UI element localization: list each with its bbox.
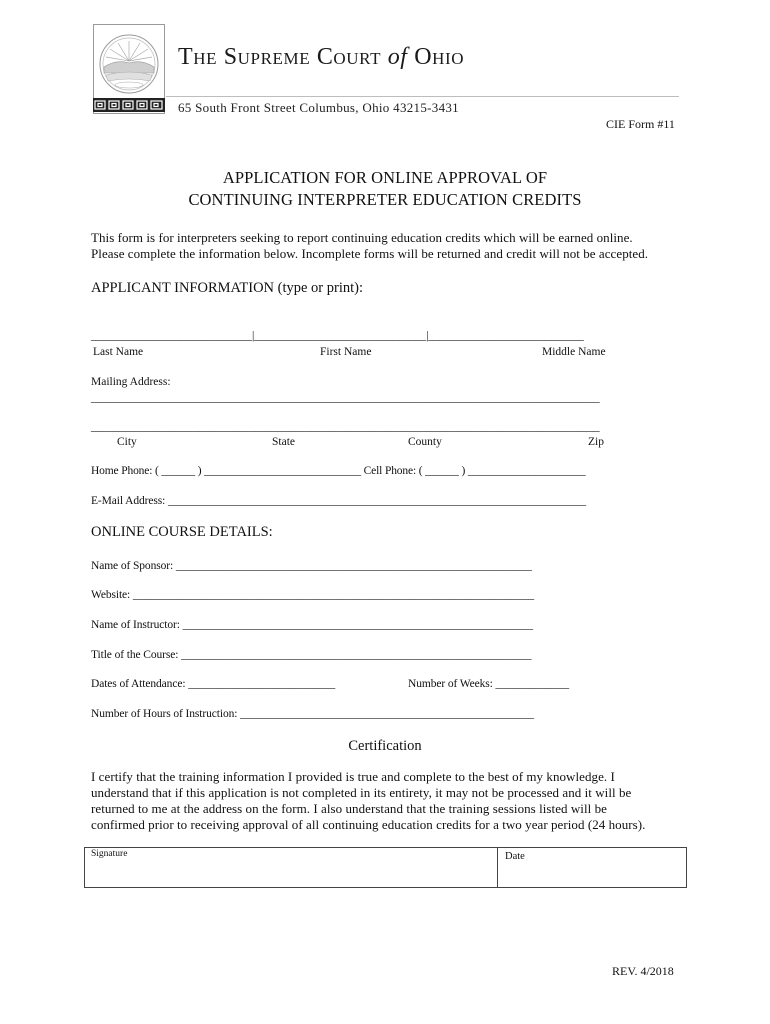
website-field[interactable]: Website: _______________________________________________________________________ [91, 589, 535, 601]
signature-field[interactable]: Signature [91, 849, 128, 859]
intro-line2: Please complete the information below. Incomplete forms will be returned and credit will not be accepted. [91, 246, 649, 261]
date-field[interactable]: Date [505, 851, 525, 862]
zip-label: Zip [588, 436, 604, 448]
address-field-line1[interactable]: __________________________________________________________________________________________ [91, 392, 600, 404]
email-field[interactable]: E-Mail Address: __________________________________________________________________________ [91, 495, 587, 507]
certification-line3: returned to me at the address on the form. I also understand that the training sessions listed will be [91, 801, 607, 816]
city-label: City [117, 436, 137, 448]
applicant-heading: APPLICANT INFORMATION (type or print): [91, 280, 364, 296]
ohio-seal-icon [94, 29, 164, 99]
last-name-label: Last Name [93, 346, 144, 358]
signature-date-box [84, 847, 687, 888]
intro-line1: This form is for interpreters seeking to report continuing education credits which will be earned online. [91, 230, 633, 245]
certification-line1: I certify that the training information I provided is true and complete to the best of my knowledge. I [91, 769, 615, 784]
number-of-weeks-field[interactable]: Number of Weeks: _____________ [408, 678, 569, 690]
course-title-field[interactable]: Title of the Course: ______________________________________________________________ [91, 649, 532, 661]
header-divider [166, 96, 679, 97]
first-name-label: First Name [320, 346, 372, 358]
court-address: 65 South Front Street Columbus, Ohio 43215-3431 [178, 100, 459, 115]
form-number: CIE Form #11 [606, 117, 675, 131]
signature-date-divider [497, 847, 498, 888]
certification-line2: understand that if this application is not completed in its entirety, it may not be processed and it will be [91, 785, 632, 800]
court-name [178, 44, 464, 71]
certification-heading: Certification [348, 738, 422, 754]
middle-name-label: Middle Name [542, 346, 606, 358]
sponsor-field[interactable]: Name of Sponsor: _______________________________________________________________ [91, 560, 532, 572]
revision-label: REV. 4/2018 [612, 964, 674, 978]
greek-key-ornament [93, 98, 165, 112]
hours-of-instruction-field[interactable]: Number of Hours of Instruction: ____________________________________________________ [91, 708, 534, 720]
course-heading: ONLINE COURSE DETAILS: [91, 524, 273, 540]
county-label: County [408, 436, 442, 448]
court-name-prefix: The Supreme Court [178, 44, 382, 70]
form-title-line1: APPLICATION FOR ONLINE APPROVAL OF [222, 168, 548, 187]
address-field-line2[interactable]: __________________________________________________________________________________________ [91, 421, 600, 433]
instructor-field[interactable]: Name of Instructor: ______________________________________________________________ [91, 619, 533, 631]
state-label: State [272, 436, 295, 448]
certification-line4: confirmed prior to receiving approval of all continuing education credits for a two year period (24 hours). [91, 817, 646, 832]
form-title-line2: CONTINUING INTERPRETER EDUCATION CREDITS [188, 190, 582, 209]
court-name-suffix: Ohio [414, 44, 465, 70]
mailing-address-label: Mailing Address: [91, 376, 171, 388]
name-field-line[interactable]: _____________________________|_______________________________|____________________________ [91, 330, 584, 342]
court-name-of: of [387, 44, 408, 70]
phone-fields[interactable]: Home Phone: ( ______ ) ____________________________ Cell Phone: ( ______ ) _____________________ [91, 465, 586, 477]
attendance-dates-field[interactable]: Dates of Attendance: __________________________ [91, 678, 336, 690]
